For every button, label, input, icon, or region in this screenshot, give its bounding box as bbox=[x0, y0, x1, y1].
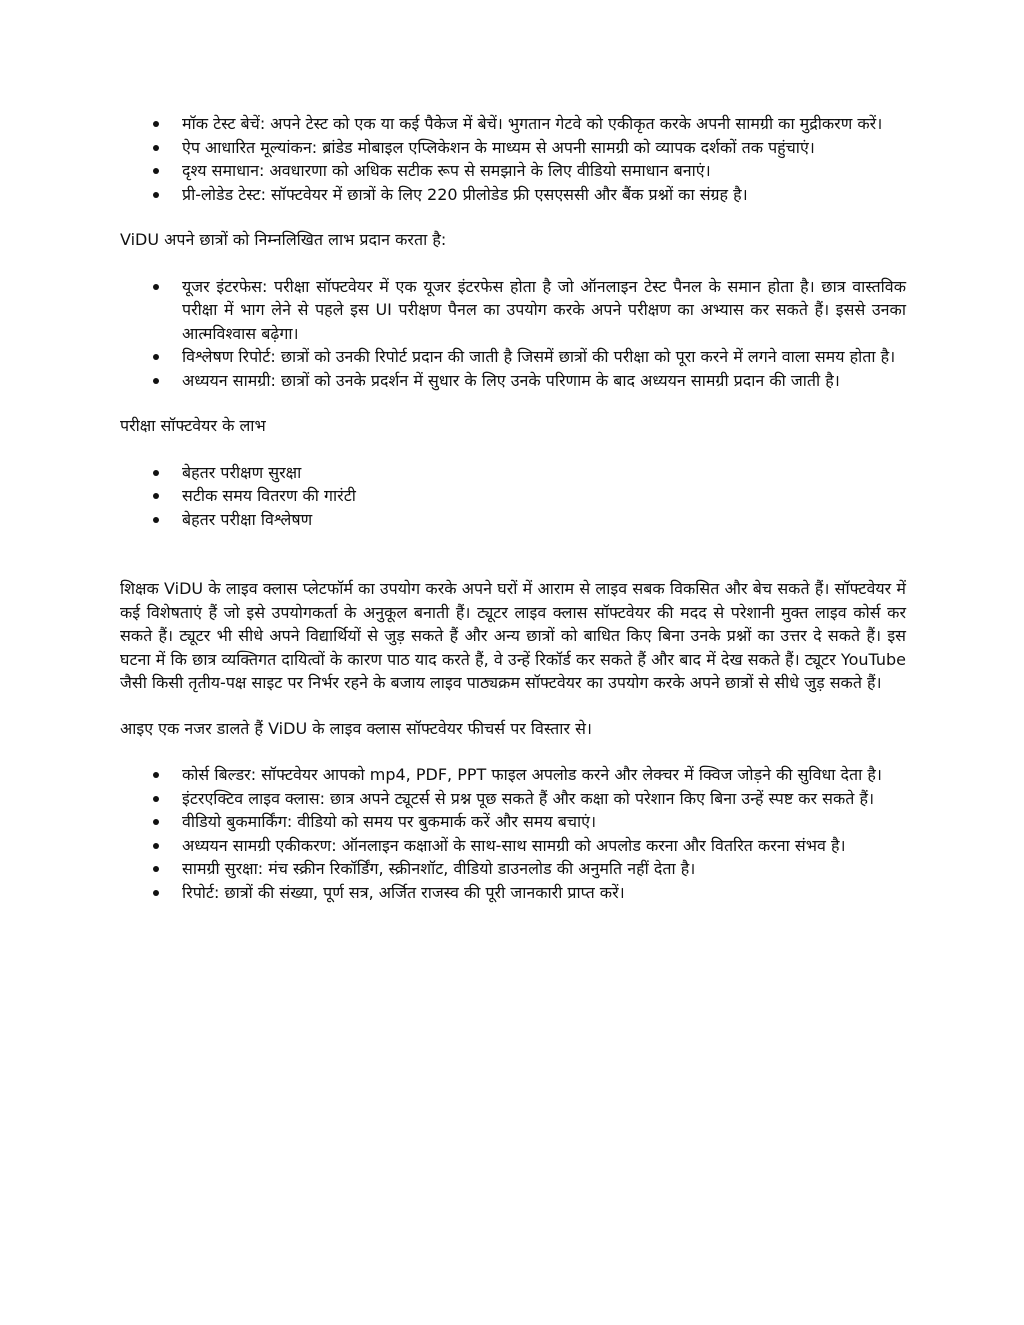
list-item: यूजर इंटरफेस: परीक्षा सॉफ्टवेयर में एक यूजर इंटरफेस होता है जो ऑनलाइन टेस्ट पैनल के समान होता है। छात्र वास्तविक परीक्षा में भाग लेने से पहले इस UI परीक्षण पैनल का उपयोग करके अपने परीक्षण का अभ्यास कर सकते हैं। इससे उनका आत्मविश्वास बढ़ेगा। bbox=[182, 275, 906, 346]
list-item: अध्ययन सामग्री एकीकरण: ऑनलाइन कक्षाओं के साथ-साथ सामग्री को अपलोड करना और वितरित करना संभव है। bbox=[182, 834, 906, 858]
student-benefits-list bbox=[120, 275, 906, 393]
list-item: सटीक समय वितरण की गारंटी bbox=[182, 484, 906, 508]
software-benefits-list bbox=[120, 461, 906, 532]
list-item: इंटरएक्टिव लाइव क्लास: छात्र अपने ट्यूटर्स से प्रश्न पूछ सकते हैं और कक्षा को परेशान किए बिना उन्हें स्पष्ट कर सकते हैं। bbox=[182, 787, 906, 811]
live-class-features-list bbox=[120, 763, 906, 904]
list-item: वीडियो बुकमार्किंग: वीडियो को समय पर बुकमार्क करें और समय बचाएं। bbox=[182, 810, 906, 834]
list-item: अध्ययन सामग्री: छात्रों को उनके प्रदर्शन में सुधार के लिए उनके परिणाम के बाद अध्ययन सामग्री प्रदान की जाती है। bbox=[182, 369, 906, 393]
list-item: बेहतर परीक्षा विश्लेषण bbox=[182, 508, 906, 532]
benefits-intro-paragraph: ViDU अपने छात्रों को निम्नलिखित लाभ प्रदान करता है: bbox=[120, 230, 447, 249]
features-intro-paragraph: आइए एक नजर डालते हैं ViDU के लाइव क्लास सॉफ्टवेयर फीचर्स पर विस्तार से। bbox=[120, 718, 592, 738]
list-item: मॉक टेस्ट बेचें: अपने टेस्ट को एक या कई पैकेज में बेचें। भुगतान गेटवे को एकीकृत करके अपनी सामग्री का मुद्रीकरण करें। bbox=[182, 112, 906, 136]
software-benefits-heading: परीक्षा सॉफ्टवेयर के लाभ bbox=[120, 416, 266, 435]
list-item: रिपोर्ट: छात्रों की संख्या, पूर्ण सत्र, अर्जित राजस्व की पूरी जानकारी प्राप्त करें। bbox=[182, 881, 906, 905]
list-item: ऐप आधारित मूल्यांकन: ब्रांडेड मोबाइल एप्लिकेशन के माध्यम से अपनी सामग्री को व्यापक दर्शकों तक पहुंचाएं। bbox=[182, 136, 906, 160]
list-item: बेहतर परीक्षण सुरक्षा bbox=[182, 461, 906, 485]
list-item: विश्लेषण रिपोर्ट: छात्रों को उनकी रिपोर्ट प्रदान की जाती है जिसमें छात्रों की परीक्षा को पूरा करने में लगने वाला समय होता है। bbox=[182, 345, 906, 369]
selling-features-list bbox=[120, 112, 906, 206]
live-class-paragraph: शिक्षक ViDU के लाइव क्लास प्लेटफॉर्म का उपयोग करके अपने घरों में आराम से लाइव सबक विकसित और बेच सकते हैं। सॉफ्टवेयर में कई विशेषताएं हैं जो इसे उपयोगकर्ता के अनुकूल बनाती हैं। ट्यूटर लाइव क्लास सॉफ्टवेयर की मदद से परेशानी मुक्त लाइव कोर्स कर सकते हैं। ट्यूटर भी सीधे अपने विद्यार्थियों से जुड़ सकते हैं और अन्य छात्रों को बाधित किए बिना उनके प्रश्नों का उत्तर दे सकते हैं। इस घटना में कि छात्र व्यक्तिगत दायित्वों के कारण पाठ याद करते हैं, वे उन्हें रिकॉर्ड कर सकते हैं और बाद में देख सकते हैं। ट्यूटर YouTube जैसी किसी तृतीय-पक्ष साइट पर निर्भर रहने के बजाय लाइव पाठ्यक्रम सॉफ्टवेयर का उपयोग करके अपने छात्रों से सीधे जुड़ सकते हैं। bbox=[120, 579, 906, 692]
document-page bbox=[120, 112, 906, 904]
list-item: सामग्री सुरक्षा: मंच स्क्रीन रिकॉर्डिंग, स्क्रीनशॉट, वीडियो डाउनलोड की अनुमति नहीं देता है। bbox=[182, 857, 906, 881]
list-item: कोर्स बिल्डर: सॉफ्टवेयर आपको mp4, PDF, PPT फाइल अपलोड करने और लेक्चर में क्विज जोड़ने की सुविधा देता है। bbox=[182, 763, 906, 787]
list-item: दृश्य समाधान: अवधारणा को अधिक सटीक रूप से समझाने के लिए वीडियो समाधान बनाएं। bbox=[182, 159, 906, 183]
list-item: प्री-लोडेड टेस्ट: सॉफ्टवेयर में छात्रों के लिए 220 प्रीलोडेड फ्री एसएससी और बैंक प्रश्नों का संग्रह है। bbox=[182, 183, 906, 207]
